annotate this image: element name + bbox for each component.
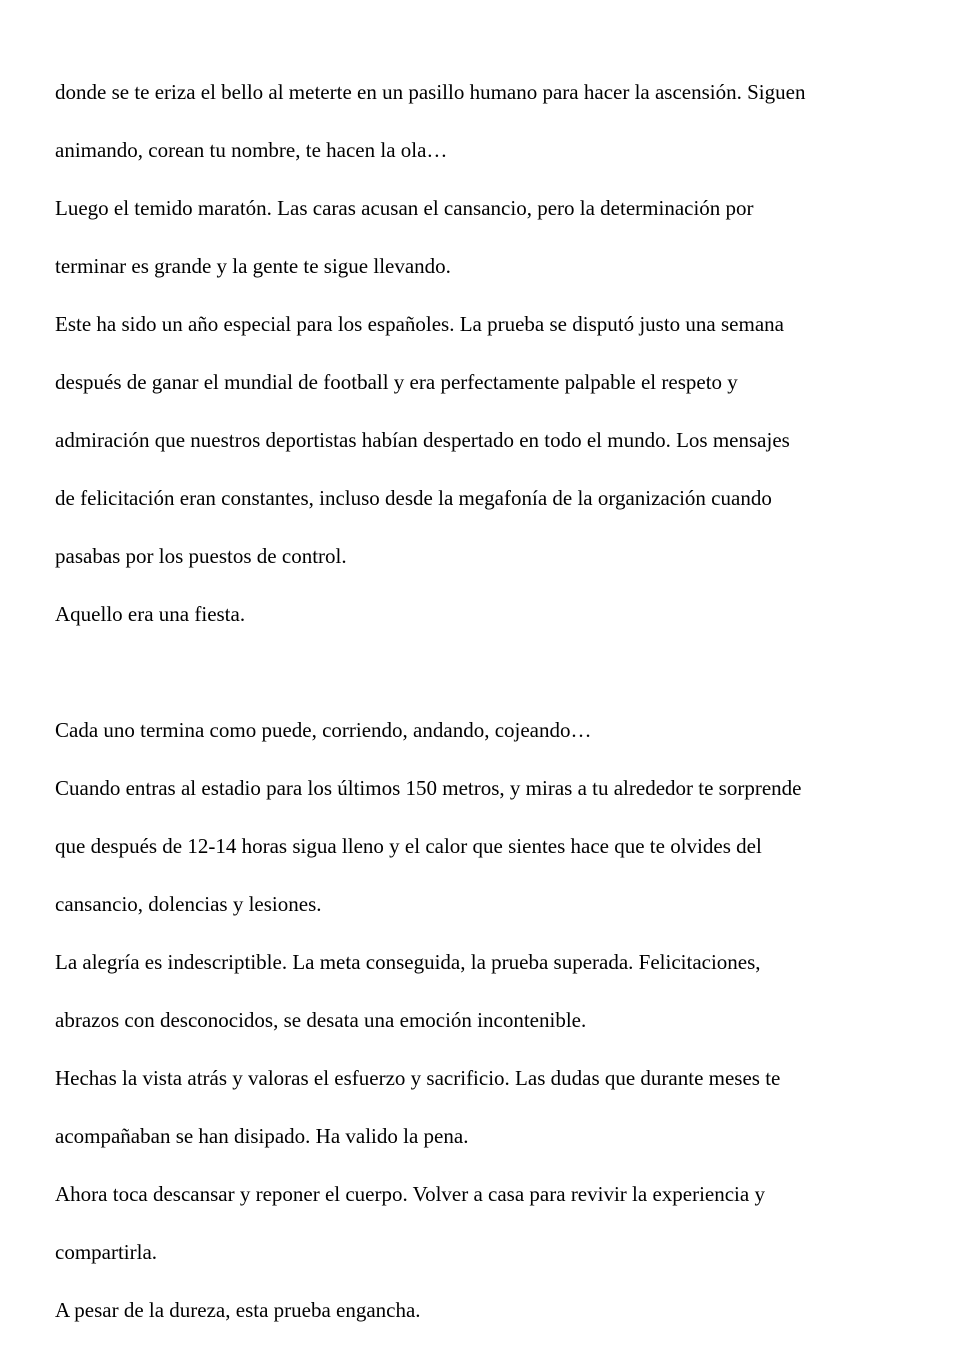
text-line: Hechas la vista atrás y valoras el esfuerzo y sacrificio. Las dudas que durante meses te bbox=[55, 1066, 781, 1090]
text-line: Cuando entras al estadio para los últimos 150 metros, y miras a tu alrededor te sorprende bbox=[55, 776, 802, 800]
text-line: de felicitación eran constantes, incluso desde la megafonía de la organización cuando bbox=[55, 486, 772, 510]
text-line: La alegría es indescriptible. La meta conseguida, la prueba superada. Felicitaciones, bbox=[55, 950, 761, 974]
paragraph-gap bbox=[55, 658, 945, 687]
text-line: Este ha sido un año especial para los españoles. La prueba se disputó justo una semana bbox=[55, 312, 784, 336]
text-line: que después de 12-14 horas sigua lleno y el calor que sientes hace que te olvides del bbox=[55, 834, 762, 858]
text-line: donde se te eriza el bello al meterte en un pasillo humano para hacer la ascensión. Siguen bbox=[55, 80, 806, 104]
body-text bbox=[55, 49, 945, 1354]
text-line: acompañaban se han disipado. Ha valido la pena. bbox=[55, 1124, 469, 1148]
text-line: Aquello era una fiesta. bbox=[55, 602, 246, 626]
text-line: pasabas por los puestos de control. bbox=[55, 544, 347, 568]
text-line: Cada uno termina como puede, corriendo, andando, cojeando… bbox=[55, 718, 592, 742]
text-line: Luego el temido maratón. Las caras acusan el cansancio, pero la determinación por bbox=[55, 196, 754, 220]
text-line: Ahora toca descansar y reponer el cuerpo. Volver a casa para revivir la experiencia y bbox=[55, 1182, 765, 1206]
text-line: animando, corean tu nombre, te hacen la ola… bbox=[55, 138, 448, 162]
text-line: abrazos con desconocidos, se desata una emoción incontenible. bbox=[55, 1008, 587, 1032]
text-line: terminar es grande y la gente te sigue llevando. bbox=[55, 254, 451, 278]
text-line: admiración que nuestros deportistas habían despertado en todo el mundo. Los mensajes bbox=[55, 428, 790, 452]
text-line: compartirla. bbox=[55, 1240, 158, 1264]
text-line: cansancio, dolencias y lesiones. bbox=[55, 892, 322, 916]
text-line: después de ganar el mundial de football y era perfectamente palpable el respeto y bbox=[55, 370, 738, 394]
text-line: A pesar de la dureza, esta prueba engancha. bbox=[55, 1298, 421, 1322]
